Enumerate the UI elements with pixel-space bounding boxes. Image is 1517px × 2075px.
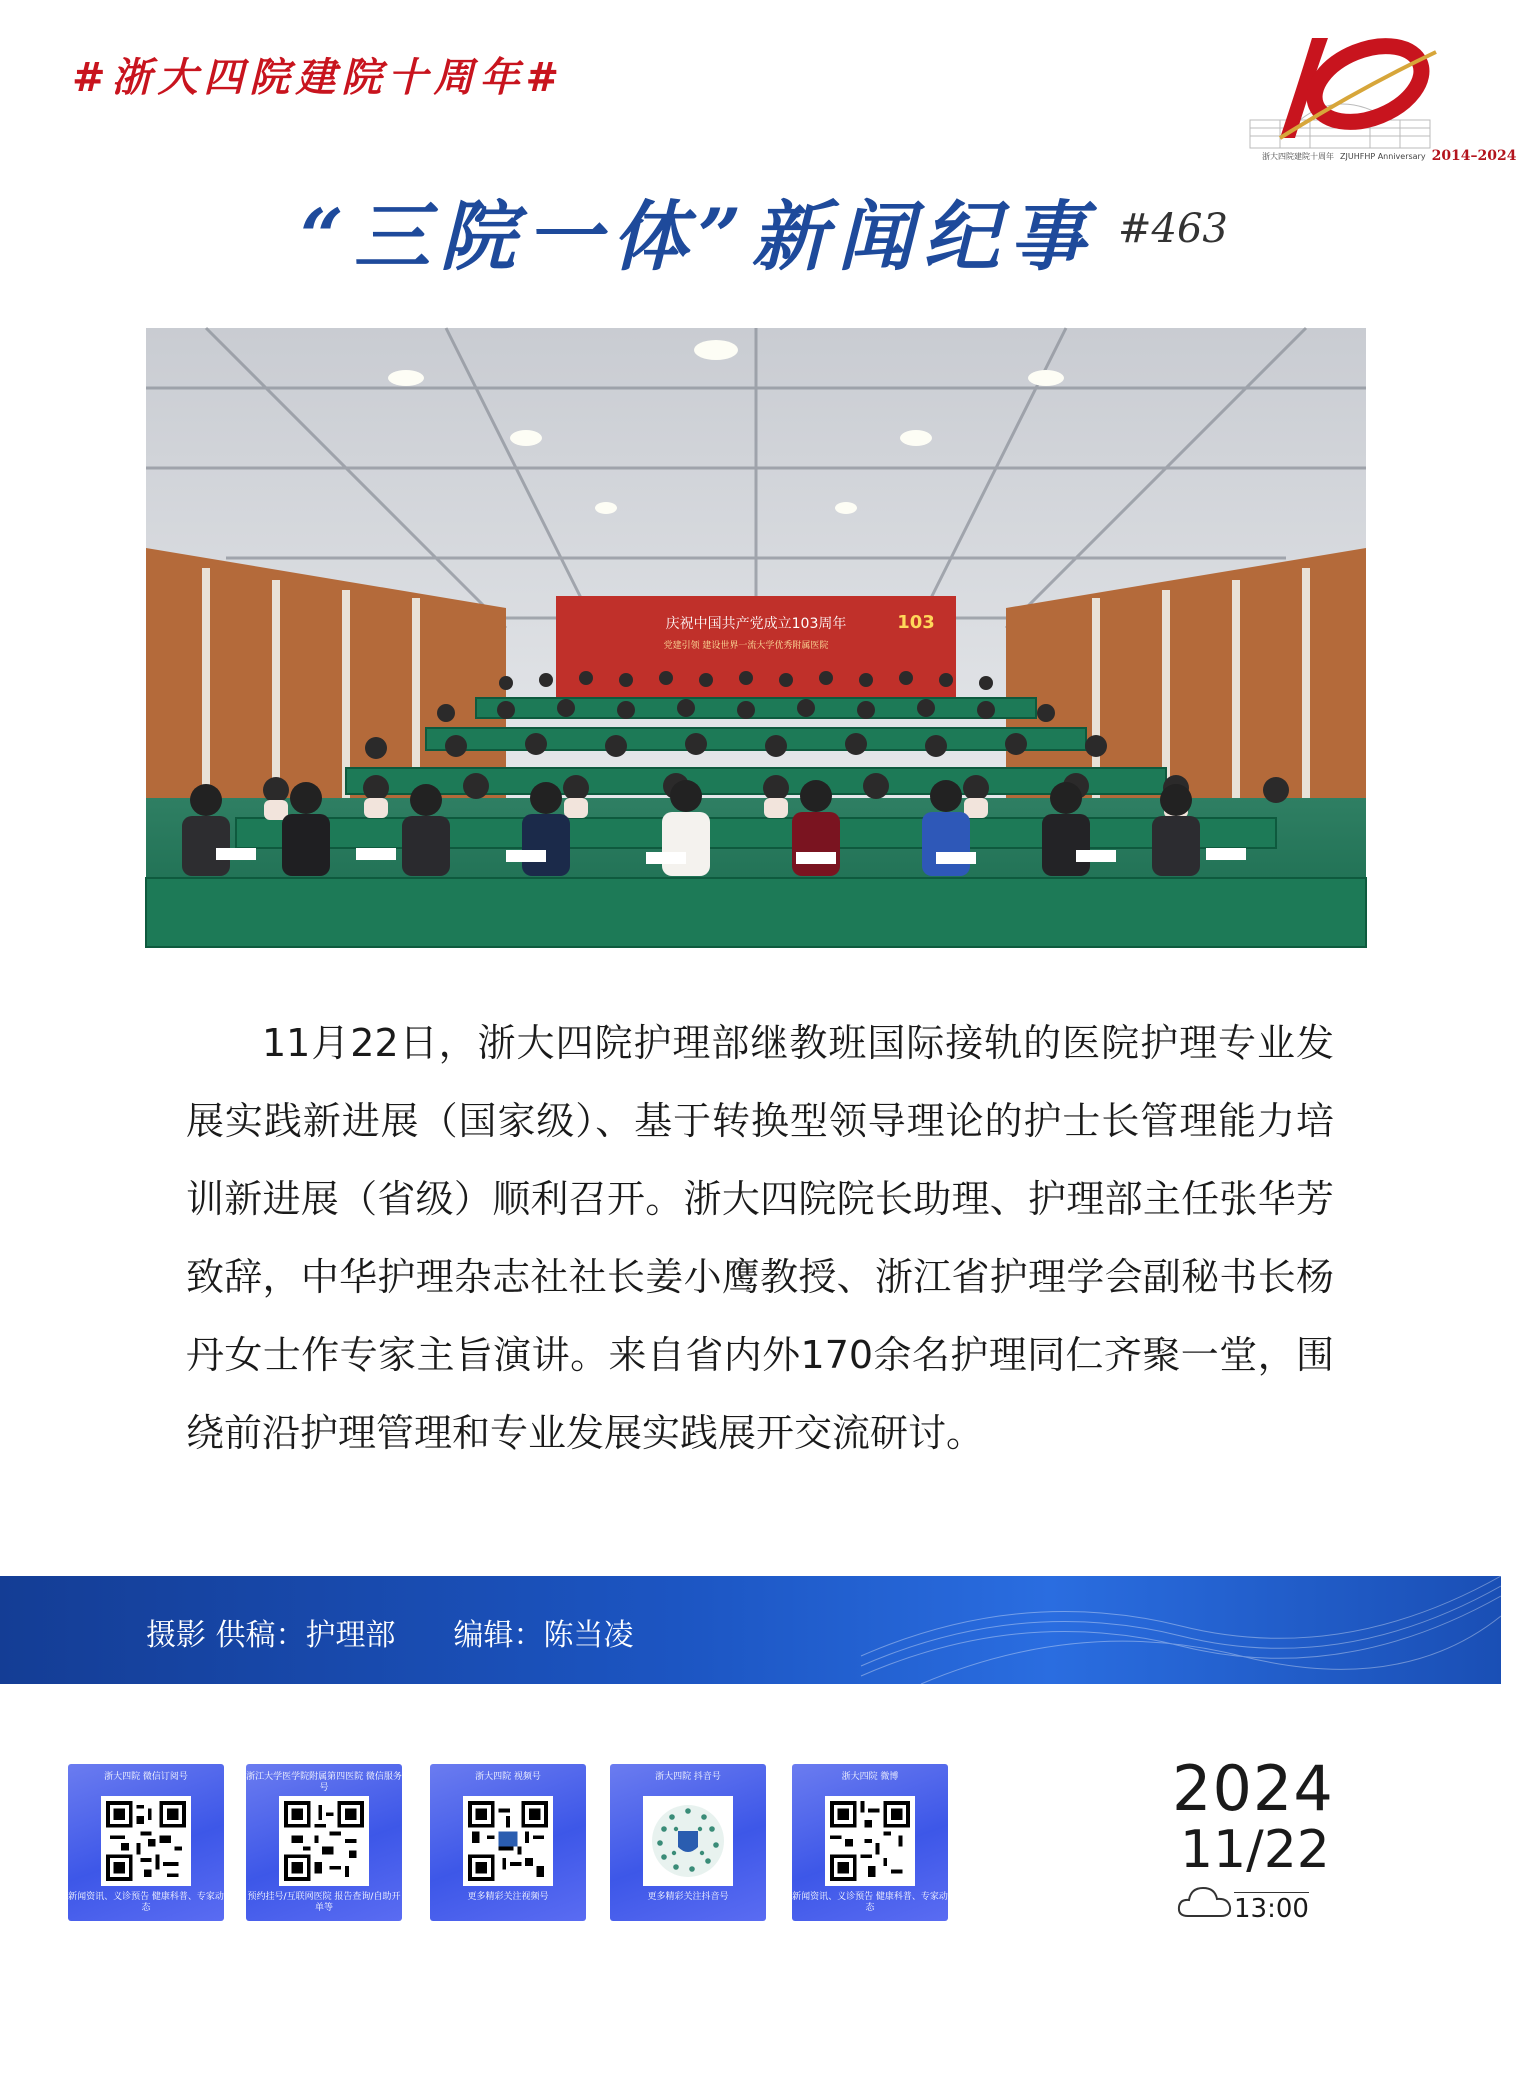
qr-code-icon bbox=[468, 1801, 548, 1881]
issue-number: #463 bbox=[1118, 206, 1228, 252]
qr-code-icon bbox=[284, 1801, 364, 1881]
qr-code-icon bbox=[648, 1801, 728, 1881]
hashtag-title: #浙大四院建院十周年# bbox=[72, 54, 566, 101]
banner-subtitle: 党建引领 建设世界一流大学优秀附属医院 bbox=[663, 641, 829, 651]
qr-code-icon bbox=[106, 1801, 186, 1881]
publish-month-day: 11/22 bbox=[1180, 1820, 1330, 1880]
qr-card-caption: 新闻资讯、义诊预告 健康科普、专家动态 bbox=[792, 1892, 948, 1913]
qr-card-video-account[interactable] bbox=[430, 1764, 586, 1921]
conference-photo bbox=[146, 328, 1366, 947]
qr-card-douyin[interactable] bbox=[610, 1764, 766, 1921]
qr-code-icon bbox=[830, 1801, 910, 1881]
column-title: “三院一体”新闻纪事 bbox=[300, 192, 1096, 281]
qr-card-title: 浙大四院 抖音号 bbox=[655, 1772, 721, 1782]
editor-credit: 编辑：陈当凌 bbox=[453, 1618, 634, 1653]
photo-source-credit: 摄影 供稿：护理部 bbox=[146, 1618, 396, 1653]
publish-time: 13:00 bbox=[1234, 1894, 1309, 1924]
qr-card-title: 浙大四院 微博 bbox=[841, 1772, 899, 1782]
anniversary-caption bbox=[1262, 148, 1517, 164]
photo-conference-hall-icon bbox=[146, 328, 1366, 947]
qr-card-title: 浙江大学医学院附属第四医院 微信服务号 bbox=[246, 1772, 402, 1793]
qr-card-weibo[interactable] bbox=[792, 1764, 948, 1921]
cloud-icon bbox=[1176, 1878, 1234, 1922]
qr-card-caption: 新闻资讯、义诊预告 健康科普、专家动态 bbox=[68, 1892, 224, 1913]
credits-line bbox=[146, 1610, 634, 1654]
wave-pattern-decoration bbox=[861, 1576, 1501, 1684]
qr-card-wechat-subscription[interactable] bbox=[68, 1764, 224, 1921]
anniversary-caption-cn: 浙大四院建院十周年 bbox=[1262, 151, 1334, 161]
qr-card-wechat-service[interactable] bbox=[246, 1764, 402, 1921]
qr-card-title: 浙大四院 微信订阅号 bbox=[104, 1772, 188, 1782]
publish-year: 2024 bbox=[1172, 1752, 1334, 1825]
anniversary-years: 2014–2024 bbox=[1431, 148, 1517, 164]
banner-title: 庆祝中国共产党成立103周年 bbox=[665, 616, 847, 632]
banner-logo: 103 bbox=[897, 612, 935, 633]
qr-card-caption: 预约挂号/互联网医院 报告查询/自助开单等 bbox=[247, 1892, 401, 1913]
qr-card-title: 浙大四院 视频号 bbox=[475, 1772, 541, 1782]
qr-card-caption: 更多精彩关注抖音号 bbox=[647, 1892, 729, 1902]
article-body: 11月22日，浙大四院护理部继教班国际接轨的医院护理专业发展实践新进展（国家级）、基于转换型领导理论的护士长管理能力培训新进展（省级）顺利召开。浙大四院院长助理、护理部主任张华芳致辞，中华护理杂志社社长姜小鹰教授、浙江省护理学会副秘书长杨丹女士作专家主旨演讲。来自省内外170余名护理同仁齐聚一堂，围绕前沿护理管理和专业发展实践展开交流研讨。 bbox=[186, 1021, 1334, 1455]
anniversary-caption-en: ZJUHFHP Anniversary bbox=[1340, 151, 1426, 161]
qr-card-caption: 更多精彩关注视频号 bbox=[467, 1892, 549, 1902]
